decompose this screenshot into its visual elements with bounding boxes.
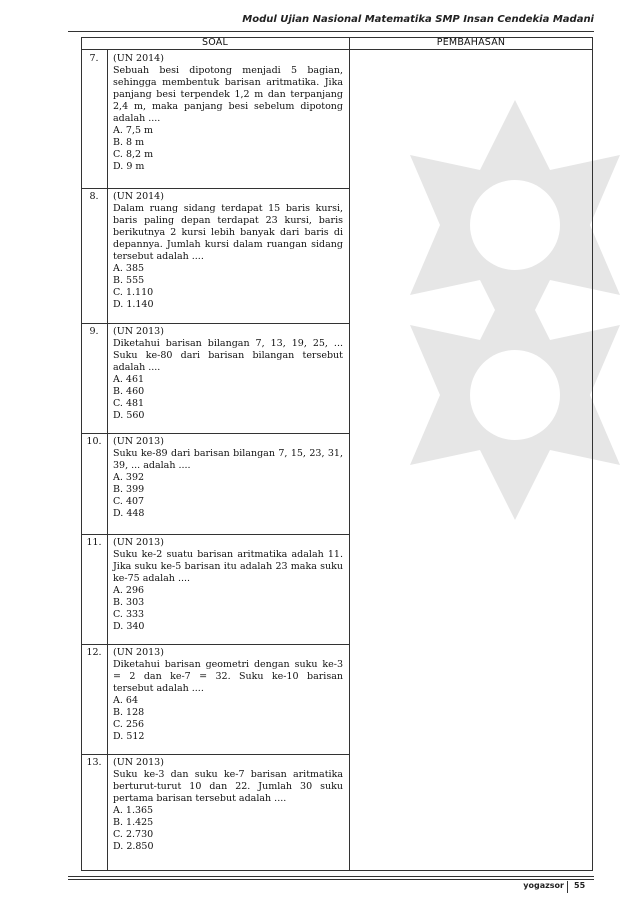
question-row-10 bbox=[81, 433, 349, 535]
question-number: 7. bbox=[89, 53, 99, 64]
question-content bbox=[113, 53, 343, 173]
question-source: (UN 2013) bbox=[113, 436, 164, 447]
option-c: C. 1.110 bbox=[113, 287, 154, 298]
question-source: (UN 2013) bbox=[113, 647, 164, 658]
option-d: D. 1.140 bbox=[113, 299, 154, 310]
question-text: Suku ke-3 dan suku ke-7 barisan aritmatika berturut-turut 10 dan 22. Jumlah 30 suku pertama barisan tersebut adalah .... bbox=[113, 769, 343, 804]
footer-divider bbox=[68, 879, 594, 880]
question-number: 8. bbox=[89, 191, 99, 202]
question-row-11 bbox=[81, 534, 349, 645]
question-number: 12. bbox=[86, 647, 102, 658]
option-d: D. 512 bbox=[113, 731, 145, 742]
question-text: Suku ke-2 suatu barisan aritmatika adalah 11. Jika suku ke-5 barisan itu adalah 23 maka suku ke-75 adalah .... bbox=[113, 549, 343, 584]
question-row-12 bbox=[81, 644, 349, 755]
question-source: (UN 2013) bbox=[113, 537, 164, 548]
option-c: C. 256 bbox=[113, 719, 145, 730]
option-d: D. 560 bbox=[113, 410, 145, 421]
document-header-title: Modul Ujian Nasional Matematika SMP Insan Cendekia Madani bbox=[242, 14, 594, 25]
question-content bbox=[113, 436, 343, 520]
option-d: D. 448 bbox=[113, 508, 145, 519]
question-row-7 bbox=[81, 50, 349, 189]
question-text: Diketahui barisan bilangan 7, 13, 19, 25, ... Suku ke-80 dari barisan bilangan tersebut adalah .... bbox=[113, 338, 343, 373]
option-b: B. 303 bbox=[113, 597, 145, 608]
option-b: B. 1.425 bbox=[113, 817, 154, 828]
option-c: C. 2.730 bbox=[113, 829, 154, 840]
option-c: C. 333 bbox=[113, 609, 145, 620]
option-b: B. 8 m bbox=[113, 137, 145, 148]
question-content bbox=[113, 537, 343, 633]
footer-divider bbox=[68, 876, 594, 877]
question-text: Diketahui barisan geometri dengan suku ke-3 = 2 dan ke-7 = 32. Suku ke-10 barisan tersebut adalah .... bbox=[113, 659, 343, 694]
question-text: Dalam ruang sidang terdapat 15 baris kursi, baris paling depan terdapat 23 kursi, baris berikutnya 2 kursi lebih banyak dari baris di depannya. Jumlah kursi dalam ruangan sidang tersebut adalah .... bbox=[113, 203, 343, 262]
header-divider bbox=[68, 31, 594, 32]
table-header-row bbox=[81, 37, 593, 50]
question-content bbox=[113, 191, 343, 311]
option-a: A. 385 bbox=[113, 263, 145, 274]
footer-author: yogazsor bbox=[523, 881, 564, 890]
column-header-pembahasan: PEMBAHASAN bbox=[436, 37, 506, 48]
column-header-soal: SOAL bbox=[202, 37, 228, 48]
option-c: C. 8,2 m bbox=[113, 149, 154, 160]
option-a: A. 64 bbox=[113, 695, 138, 706]
question-number: 10. bbox=[86, 436, 102, 447]
option-d: D. 2.850 bbox=[113, 841, 154, 852]
question-text: Sebuah besi dipotong menjadi 5 bagian, sehingga membentuk barisan aritmatika. Jika panjang besi terpendek 1,2 m dan terpanjang 2,4 m, maka panjang besi sebelum dipotong adalah .... bbox=[113, 65, 343, 124]
option-c: C. 481 bbox=[113, 398, 145, 409]
question-row-13 bbox=[81, 754, 349, 871]
question-source: (UN 2014) bbox=[113, 191, 164, 202]
question-content bbox=[113, 757, 343, 853]
question-source: (UN 2013) bbox=[113, 757, 164, 768]
option-a: A. 1.365 bbox=[113, 805, 154, 816]
question-number: 9. bbox=[89, 326, 99, 337]
page-number: 55 bbox=[574, 881, 586, 890]
question-content bbox=[113, 647, 343, 743]
question-text: Suku ke-89 dari barisan bilangan 7, 15, 23, 31, 39, ... adalah .... bbox=[113, 448, 343, 471]
option-b: B. 460 bbox=[113, 386, 145, 397]
question-number: 11. bbox=[86, 537, 102, 548]
option-a: A. 461 bbox=[113, 374, 145, 385]
option-a: A. 296 bbox=[113, 585, 145, 596]
question-row-9 bbox=[81, 323, 349, 434]
question-source: (UN 2014) bbox=[113, 53, 164, 64]
question-source: (UN 2013) bbox=[113, 326, 164, 337]
question-row-8 bbox=[81, 188, 349, 324]
footer-separator bbox=[567, 881, 568, 893]
option-b: B. 399 bbox=[113, 484, 145, 495]
option-c: C. 407 bbox=[113, 496, 145, 507]
option-b: B. 128 bbox=[113, 707, 145, 718]
option-d: D. 9 m bbox=[113, 161, 145, 172]
option-a: A. 7,5 m bbox=[113, 125, 154, 136]
option-d: D. 340 bbox=[113, 621, 145, 632]
question-number: 13. bbox=[86, 757, 102, 768]
option-a: A. 392 bbox=[113, 472, 145, 483]
column-divider bbox=[349, 37, 350, 871]
question-content bbox=[113, 326, 343, 422]
option-b: B. 555 bbox=[113, 275, 145, 286]
